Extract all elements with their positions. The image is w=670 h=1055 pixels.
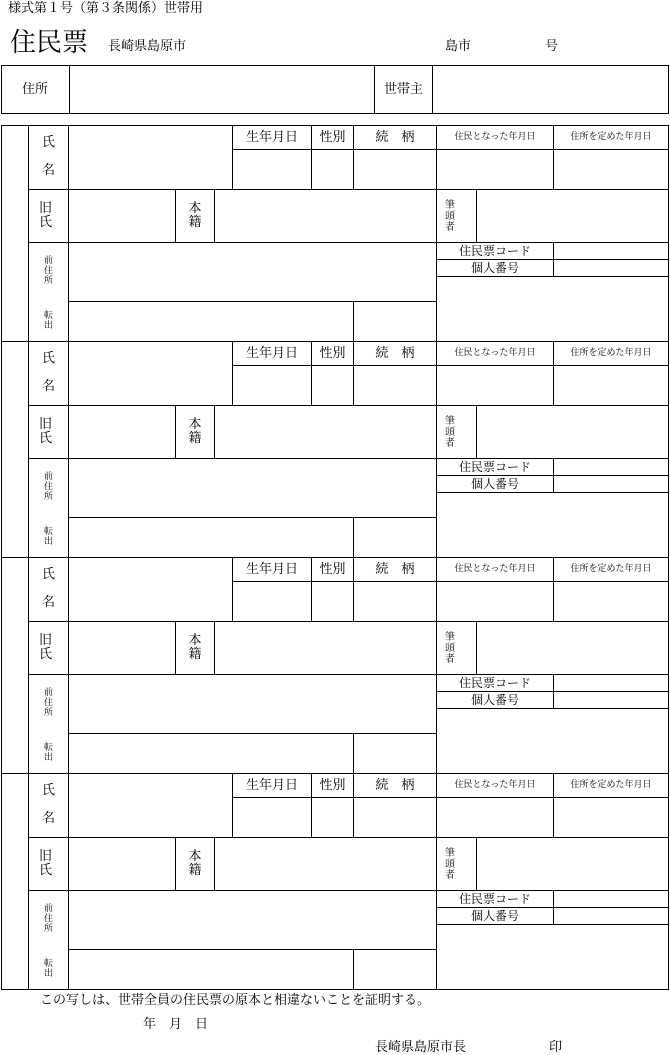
member-block-3 (0, 557, 670, 773)
old-surname-label: 旧 氏 (39, 632, 53, 662)
resident-code-label: 住民票コード (458, 892, 531, 906)
became-resident-label: 住民となった年月日 (454, 564, 536, 574)
previous-address-label: 前 住 所 (43, 904, 53, 934)
resident-code-label: 住民票コード (458, 676, 531, 690)
birth-date-label: 生年月日 (245, 778, 298, 793)
certification-statement: この写しは、世帯全員の住民票の原本と相違ないことを証明する。 (40, 993, 431, 1008)
name-label: 氏 名 (41, 782, 55, 826)
birth-date-field[interactable] (233, 798, 311, 837)
honseki-field[interactable] (215, 190, 436, 242)
city-name: 長崎県島原市 (108, 39, 187, 54)
form-number: 様式第１号（第３条関係）世帯用 (8, 1, 204, 16)
sex-field[interactable] (312, 582, 353, 621)
name-field[interactable] (69, 558, 231, 620)
family-head-field[interactable] (477, 838, 668, 890)
honseki-field[interactable] (215, 406, 436, 458)
personal-number-label: 個人番号 (470, 693, 519, 707)
move-out-label: 転 出 (43, 743, 53, 763)
household-head-label: 世帯主 (383, 82, 423, 97)
previous-address-label: 前 住 所 (43, 472, 53, 502)
set-address-label: 住所を定めた年月日 (570, 564, 652, 574)
move-out-label: 転 出 (43, 527, 53, 547)
previous-address-field[interactable] (69, 891, 436, 949)
previous-address-field[interactable] (69, 459, 436, 517)
old-surname-field[interactable] (69, 190, 175, 242)
birth-date-label: 生年月日 (245, 346, 298, 361)
address-label: 住所 (21, 82, 48, 97)
move-out-label: 転 出 (43, 959, 53, 979)
member-block-1 (0, 125, 670, 341)
personal-number-label: 個人番号 (470, 909, 519, 923)
family-head-label: 筆 頭 者 (445, 199, 455, 233)
move-out-address-field[interactable] (69, 302, 353, 341)
move-out-date-field[interactable] (354, 302, 436, 341)
set-address-field[interactable] (554, 582, 668, 621)
relationship-label: 続 柄 (375, 346, 415, 361)
relationship-field[interactable] (354, 798, 436, 837)
name-label: 氏 名 (41, 134, 55, 178)
resident-code-field[interactable] (554, 891, 668, 907)
set-address-field[interactable] (554, 366, 668, 405)
move-out-date-field[interactable] (354, 734, 436, 773)
honseki-label: 本 籍 (188, 632, 202, 662)
set-address-field[interactable] (554, 798, 668, 837)
member-block-4 (0, 773, 670, 989)
family-head-label: 筆 頭 者 (445, 631, 455, 665)
became-resident-field[interactable] (437, 150, 553, 189)
family-head-field[interactable] (477, 190, 668, 242)
personal-number-field[interactable] (554, 692, 668, 708)
relationship-field[interactable] (354, 150, 436, 189)
city-short: 島市 (445, 39, 472, 54)
signer-title: 長崎県島原市長 (375, 1040, 467, 1055)
honseki-label: 本 籍 (188, 416, 202, 446)
sex-label: 性別 (319, 346, 346, 361)
relationship-label: 続 柄 (375, 778, 415, 793)
set-address-label: 住所を定めた年月日 (570, 348, 652, 358)
relationship-label: 続 柄 (375, 130, 415, 145)
move-out-label: 転 出 (43, 311, 53, 331)
sex-label: 性別 (319, 130, 346, 145)
family-head-field[interactable] (477, 622, 668, 674)
set-address-field[interactable] (554, 150, 668, 189)
sex-field[interactable] (312, 798, 353, 837)
became-resident-label: 住民となった年月日 (454, 348, 536, 358)
old-surname-field[interactable] (69, 406, 175, 458)
personal-number-label: 個人番号 (470, 477, 519, 491)
sex-field[interactable] (312, 150, 353, 189)
personal-number-field[interactable] (554, 908, 668, 924)
move-out-date-field[interactable] (354, 950, 436, 989)
relationship-field[interactable] (354, 582, 436, 621)
honseki-field[interactable] (215, 838, 436, 890)
seal-mark: 印 (549, 1040, 563, 1055)
sex-label: 性別 (319, 778, 346, 793)
name-field[interactable] (69, 774, 231, 836)
honseki-field[interactable] (215, 622, 436, 674)
birth-date-label: 生年月日 (245, 130, 298, 145)
became-resident-field[interactable] (437, 798, 553, 837)
became-resident-field[interactable] (437, 366, 553, 405)
birth-date-field[interactable] (233, 366, 311, 405)
set-address-label: 住所を定めた年月日 (570, 132, 652, 142)
resident-code-field[interactable] (554, 243, 668, 259)
family-head-label: 筆 頭 者 (445, 847, 455, 881)
honseki-label: 本 籍 (188, 848, 202, 878)
sex-field[interactable] (312, 366, 353, 405)
name-field[interactable] (69, 342, 231, 404)
became-resident-label: 住民となった年月日 (454, 780, 536, 790)
sex-label: 性別 (319, 562, 346, 577)
became-resident-label: 住民となった年月日 (454, 132, 536, 142)
birth-date-label: 生年月日 (245, 562, 298, 577)
old-surname-field[interactable] (69, 838, 175, 890)
previous-address-field[interactable] (69, 243, 436, 301)
old-surname-field[interactable] (69, 622, 175, 674)
move-out-date-field[interactable] (354, 518, 436, 557)
previous-address-field[interactable] (69, 675, 436, 733)
resident-code-field[interactable] (554, 675, 668, 691)
old-surname-label: 旧 氏 (39, 200, 53, 230)
resident-code-label: 住民票コード (458, 460, 531, 474)
honseki-label: 本 籍 (188, 200, 202, 230)
personal-number-label: 個人番号 (470, 261, 519, 275)
move-out-address-field[interactable] (69, 518, 353, 557)
old-surname-label: 旧 氏 (39, 848, 53, 878)
move-out-address-field[interactable] (69, 734, 353, 773)
name-label: 氏 名 (41, 566, 55, 610)
name-field[interactable] (69, 126, 231, 188)
previous-address-label: 前 住 所 (43, 688, 53, 718)
birth-date-field[interactable] (233, 582, 311, 621)
personal-number-field[interactable] (554, 476, 668, 492)
certification-date: 年 月 日 (143, 1017, 209, 1032)
birth-date-field[interactable] (233, 150, 311, 189)
family-head-field[interactable] (477, 406, 668, 458)
number-suffix: 号 (545, 39, 559, 54)
personal-number-field[interactable] (554, 260, 668, 276)
set-address-label: 住所を定めた年月日 (570, 780, 652, 790)
name-label: 氏 名 (41, 350, 55, 394)
relationship-label: 続 柄 (375, 562, 415, 577)
old-surname-label: 旧 氏 (39, 416, 53, 446)
family-head-label: 筆 頭 者 (445, 415, 455, 449)
previous-address-label: 前 住 所 (43, 256, 53, 286)
resident-code-label: 住民票コード (458, 244, 531, 258)
resident-code-field[interactable] (554, 459, 668, 475)
relationship-field[interactable] (354, 366, 436, 405)
became-resident-field[interactable] (437, 582, 553, 621)
page-title: 住民票 (10, 28, 89, 58)
member-block-2 (0, 341, 670, 557)
move-out-address-field[interactable] (69, 950, 353, 989)
